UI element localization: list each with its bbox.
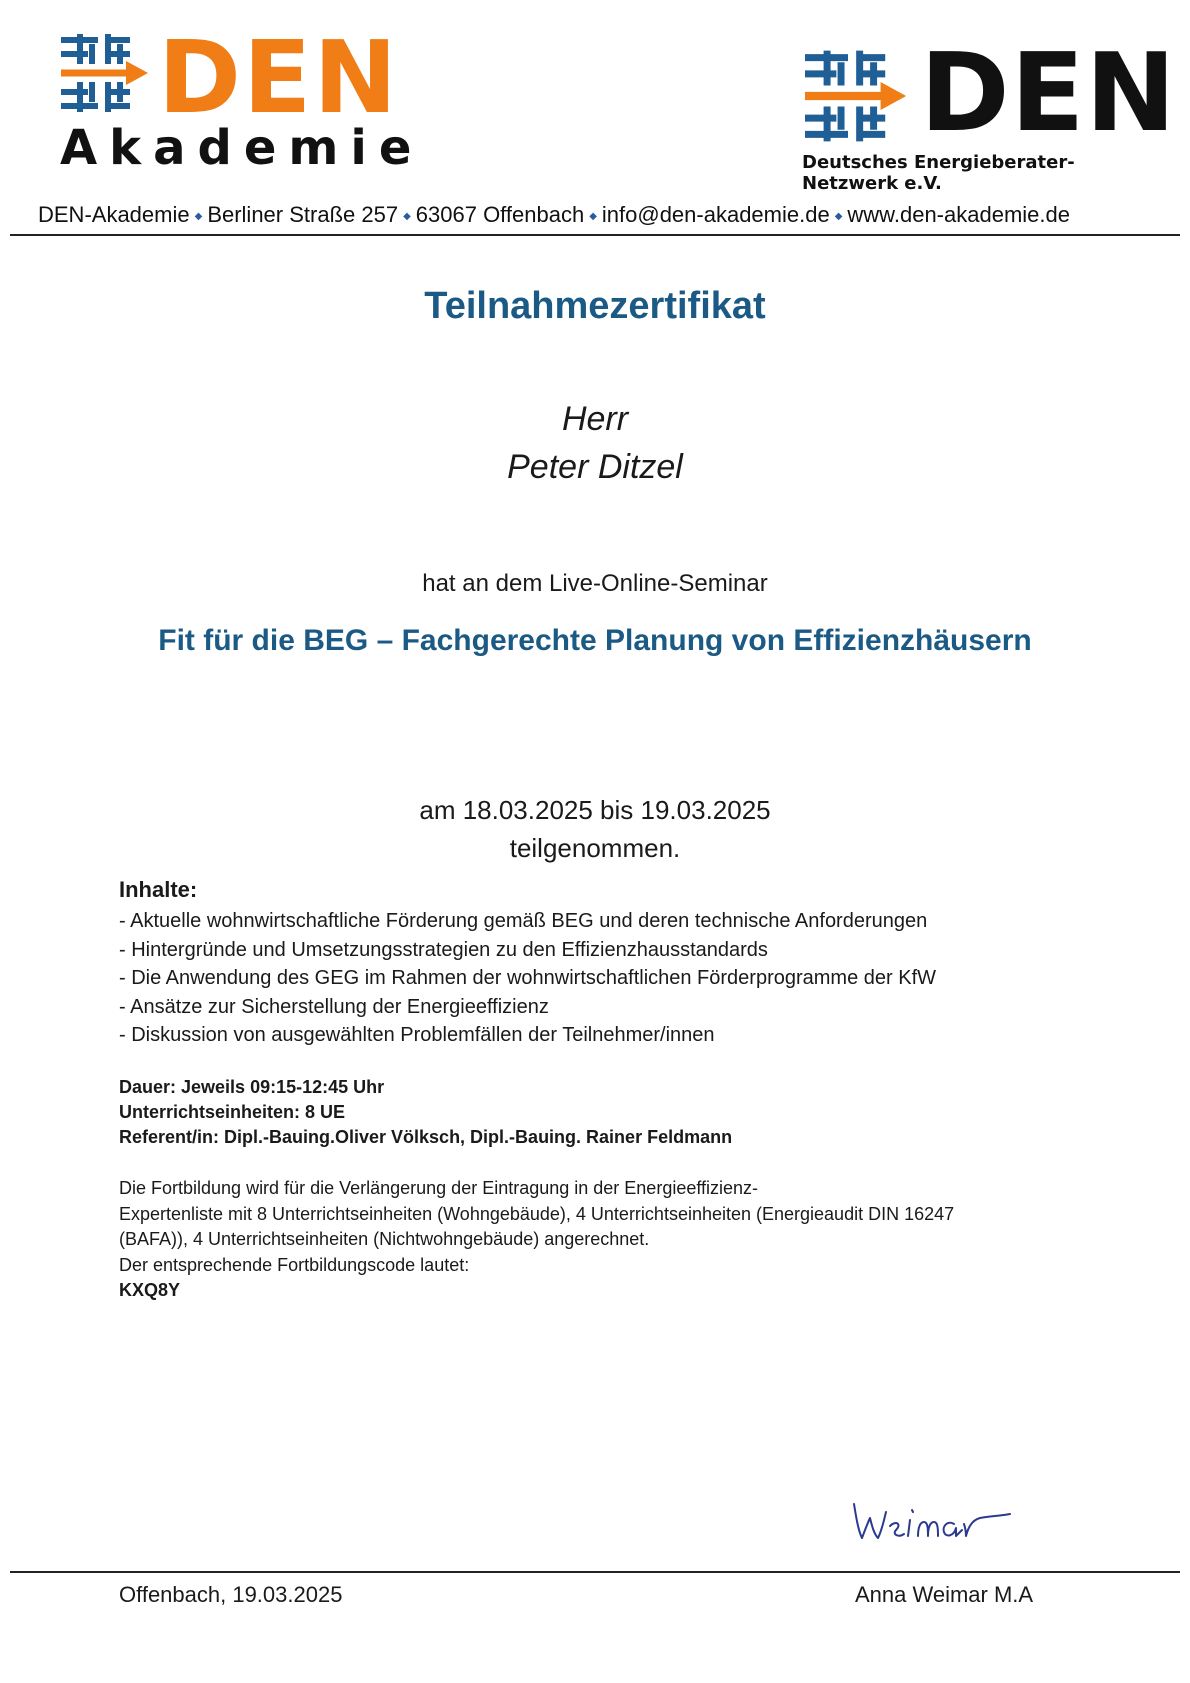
separator-dot-icon: ◆ [834, 210, 843, 222]
footer-divider [10, 1571, 1180, 1573]
note-line: Der entsprechende Fortbildungscode lautet: [119, 1254, 470, 1275]
logo-right-subtitle: Deutsches Energieberater-Netzwerk e.V. [802, 152, 1075, 194]
den-network-logo [800, 31, 1177, 194]
duration: Dauer: Jeweils 09:15-12:45 Uhr [119, 1077, 385, 1097]
logo-left-subtitle: Akademie [60, 120, 424, 176]
separator-dot-icon: ◆ [194, 210, 203, 222]
accreditation-note [119, 1176, 1079, 1304]
signatory-name: Anna Weimar M.A [855, 1582, 1034, 1607]
seminar-title: Fit für die BEG – Fachgerechte Planung von Effizienzhäusern [158, 624, 1032, 657]
den-maze-icon [800, 46, 910, 146]
header-web[interactable]: www.den-akademie.de [847, 202, 1070, 227]
training-code: KXQ8Y [119, 1280, 181, 1300]
note-line: Die Fortbildung wird für die Verlängerung der Eintragung in der Energieeffizienz- [119, 1178, 759, 1198]
header-city: 63067 Offenbach [415, 202, 585, 227]
header-org: DEN-Akademie [38, 202, 190, 227]
seminar-meta [119, 1075, 732, 1150]
participated-text: teilgenommen. [509, 833, 681, 863]
place-date: Offenbach, 19.03.2025 [119, 1582, 343, 1607]
list-item: - Ansätze zur Sicherstellung der Energieeffizienz [119, 995, 549, 1018]
teaching-units: Unterrichtseinheiten: 8 UE [119, 1102, 346, 1122]
logo-right-brand: DEN [920, 31, 1177, 156]
list-item: - Hintergründe und Umsetzungsstrategien zu den Effizienzhausstandards [119, 938, 768, 961]
note-line: Expertenliste mit 8 Unterrichtseinheiten (Wohngebäude), 4 Unterrichtseinheiten (Energieaudit DIN 16247 [119, 1203, 955, 1224]
list-item: - Aktuelle wohnwirtschaftliche Förderung gemäß BEG und deren technische Anforderungen [119, 910, 928, 932]
header-email[interactable]: info@den-akademie.de [601, 202, 830, 227]
list-item: - Die Anwendung des GEG im Rahmen der wohnwirtschaftlichen Förderprogramme der KfW [119, 967, 937, 989]
salutation: Herr [561, 400, 629, 438]
separator-dot-icon: ◆ [589, 210, 597, 222]
speakers: Referent/in: Dipl.-Bauing.Oliver Völksch, Dipl.-Bauing. Rainer Feldmann [119, 1127, 733, 1147]
contents-section [119, 877, 1119, 1050]
list-item: - Diskussion von ausgewählten Problemfällen der Teilnehmer/innen [119, 1024, 715, 1046]
note-line: (BAFA)), 4 Unterrichtseinheiten (Nichtwohngebäude) angerechnet. [119, 1229, 650, 1249]
header-street: Berliner Straße 257 [207, 202, 399, 227]
participant-name: Peter Ditzel [507, 448, 683, 486]
seminar-date: am 18.03.2025 bis 19.03.2025 [419, 795, 771, 825]
header-address [38, 202, 1158, 228]
separator-dot-icon: ◆ [403, 210, 411, 222]
seminar-intro: hat an dem Live-Online-Seminar [422, 570, 768, 597]
den-maze-icon [58, 30, 150, 116]
contents-heading: Inhalte: [119, 877, 198, 902]
certificate-title: Teilnahmezertifikat [424, 285, 766, 327]
handwritten-signature [850, 1490, 1020, 1550]
den-akademie-logo [58, 19, 424, 178]
logo-left-brand: DEN [158, 19, 400, 136]
header-divider [10, 234, 1180, 236]
